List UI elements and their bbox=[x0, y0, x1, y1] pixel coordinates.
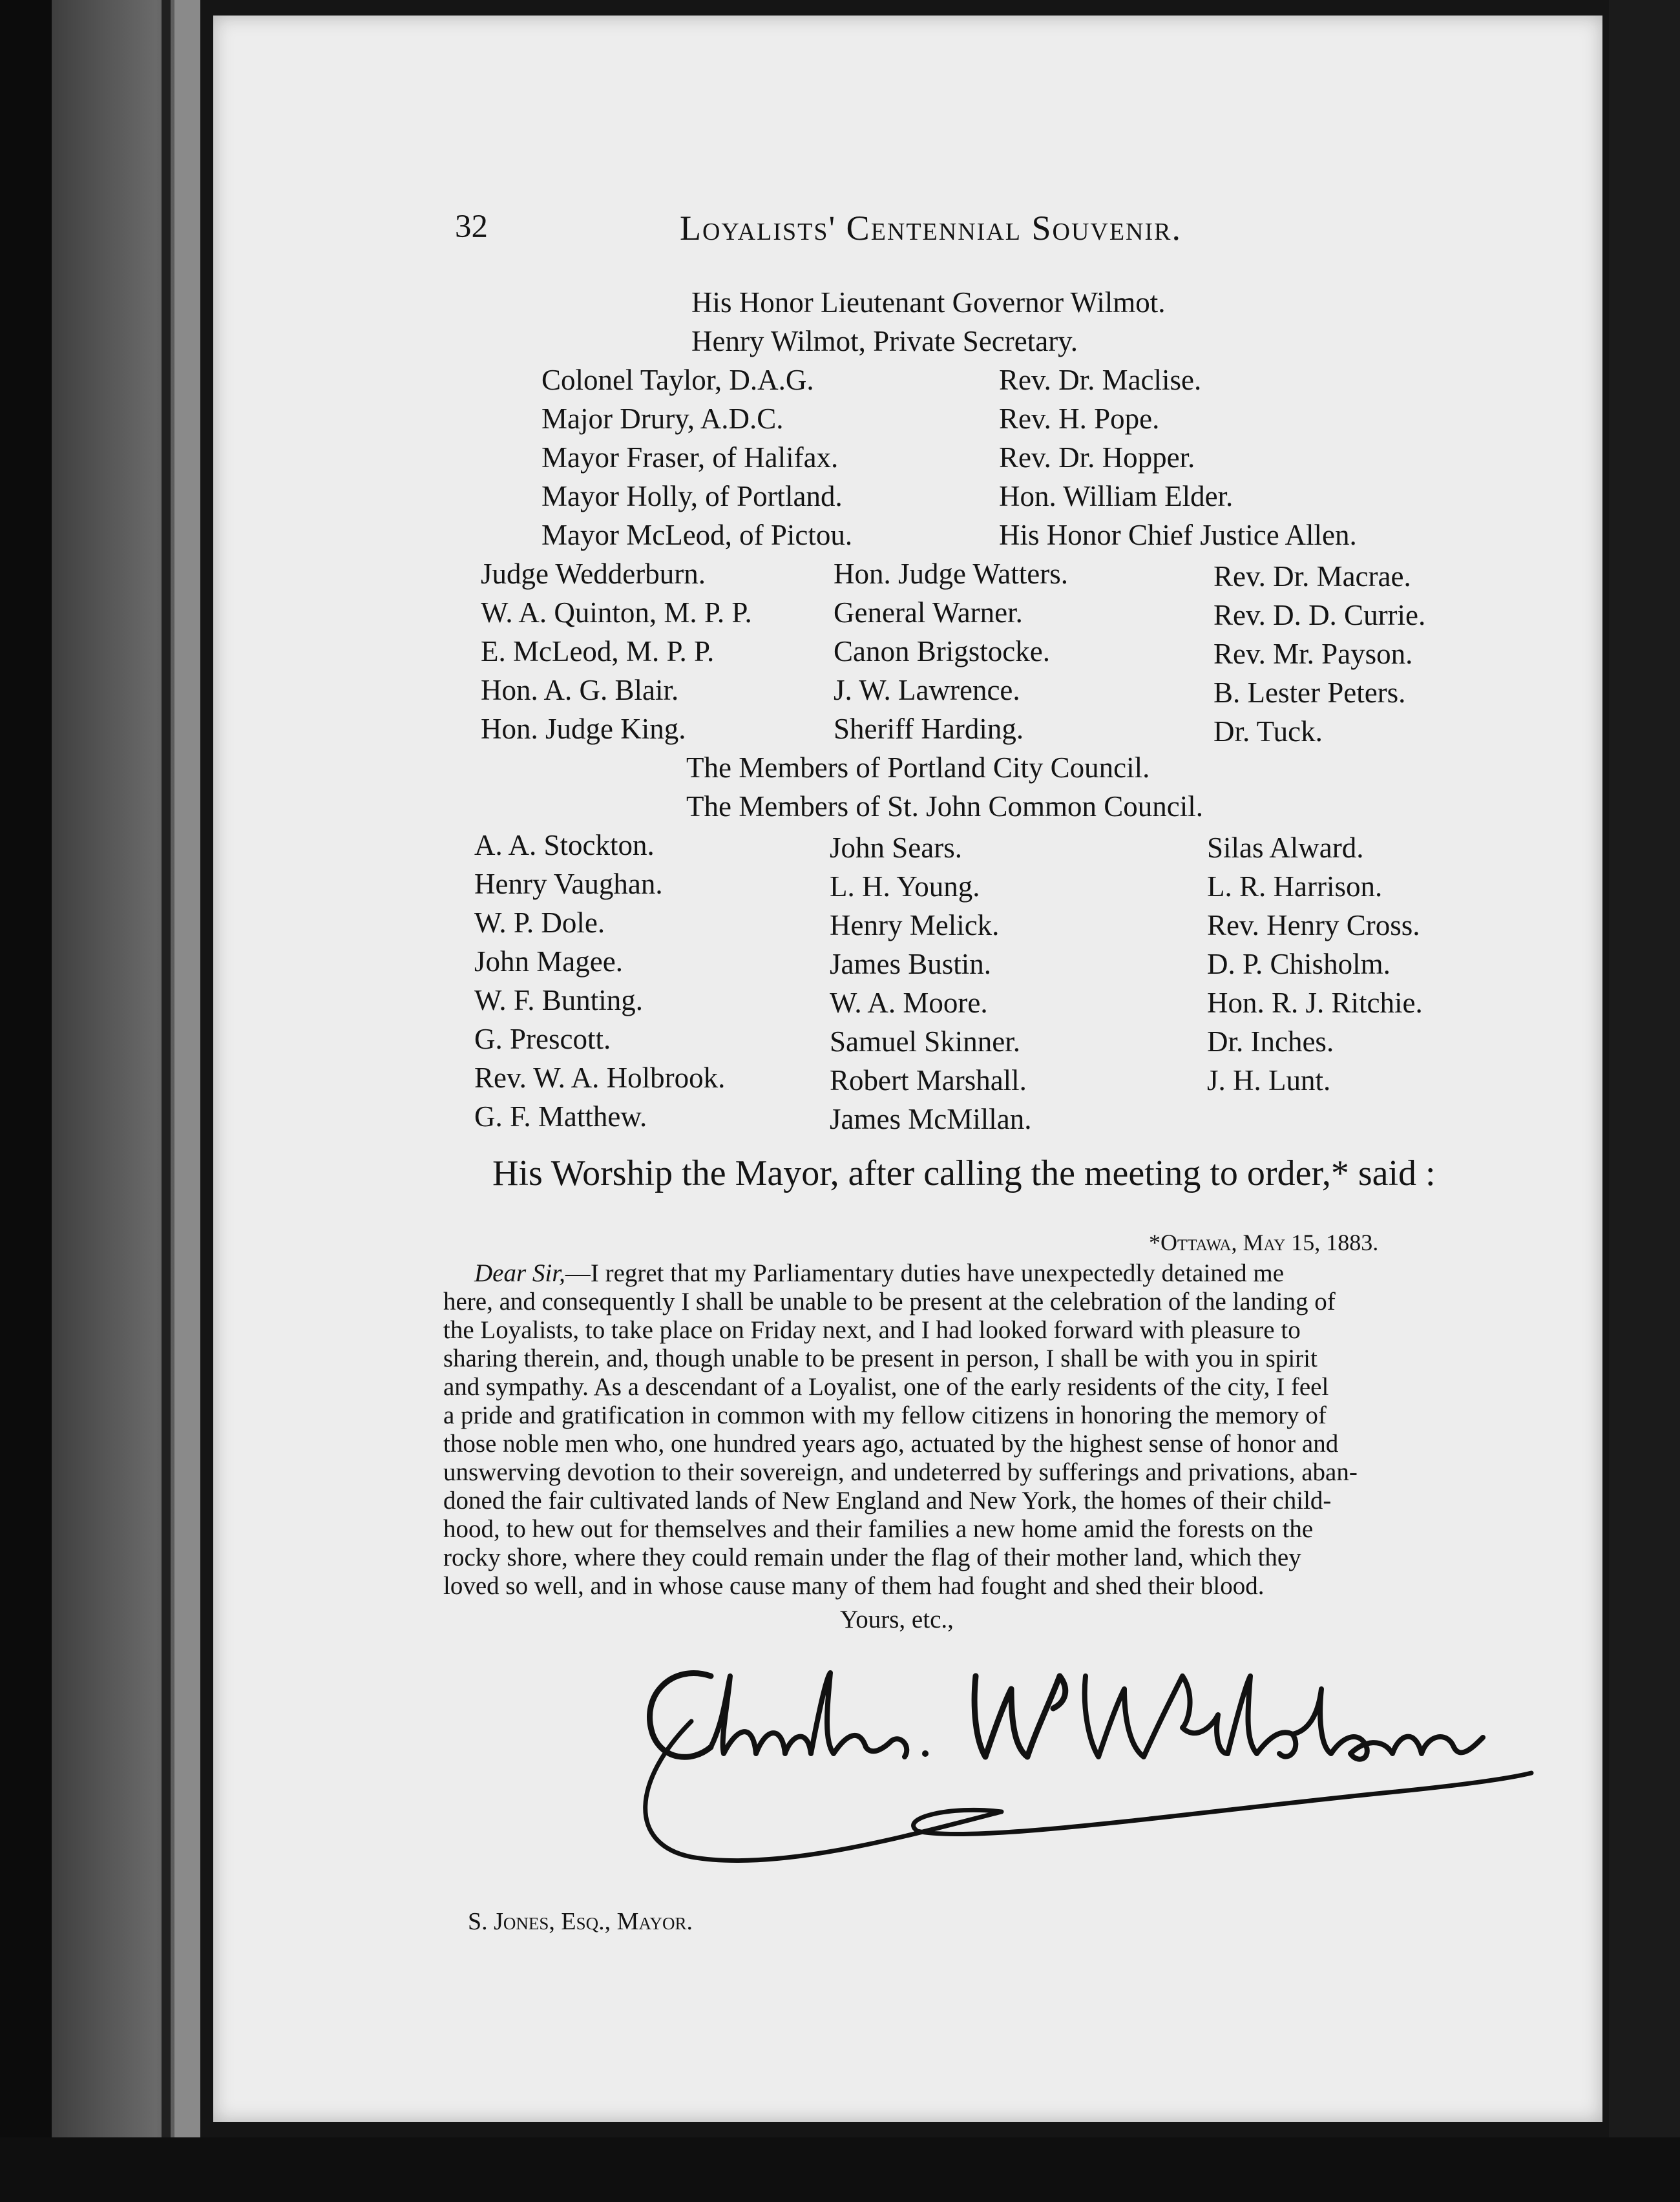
attendee-name: W. A. Moore. bbox=[830, 987, 988, 1019]
letter-line: a pride and gratification in common with my fellow citizens in honoring the memory of bbox=[443, 1401, 1327, 1429]
letter-dateline: *Ottawa, May 15, 1883. bbox=[1149, 1230, 1379, 1255]
letter-line: rocky shore, where they could remain under the flag of their mother land, which they bbox=[443, 1544, 1301, 1571]
council-members: The Members of Portland City Council. bbox=[686, 751, 1150, 784]
council-members: The Members of St. John Common Council. bbox=[686, 790, 1203, 823]
book-binding-shadow bbox=[162, 0, 171, 2202]
letter-addressee: S. Jones, Esq., Mayor. bbox=[468, 1908, 693, 1935]
attendee-name: Dr. Tuck. bbox=[1213, 715, 1323, 748]
attendee-name: Judge Wedderburn. bbox=[481, 558, 706, 590]
letter-line: doned the fair cultivated lands of New England and New York, the homes of their child- bbox=[443, 1487, 1332, 1515]
attendee-name: D. P. Chisholm. bbox=[1207, 948, 1391, 980]
attendee-name: Rev. D. D. Currie. bbox=[1213, 599, 1426, 631]
attendee-name: W. F. Bunting. bbox=[474, 984, 644, 1016]
attendee-name: Henry Vaughan. bbox=[474, 868, 663, 900]
attendee-name: John Sears. bbox=[830, 832, 962, 864]
attendee-name: His Honor Chief Justice Allen. bbox=[999, 519, 1357, 551]
letter-line: —I regret that my Parliamentary duties have unexpectedly detained me bbox=[565, 1259, 1285, 1287]
attendee-name: Mayor Holly, of Portland. bbox=[541, 480, 843, 512]
attendee-name: Sheriff Harding. bbox=[834, 713, 1024, 745]
attendee-name: J. H. Lunt. bbox=[1207, 1064, 1331, 1096]
letter-line: sharing therein, and, though unable to be present in person, I shall be with you in spirit bbox=[443, 1345, 1318, 1372]
letter-line: here, and consequently I shall be unable to be present at the celebration of the landing of bbox=[443, 1288, 1336, 1316]
attendee-name: W. A. Quinton, M. P. P. bbox=[481, 596, 752, 629]
book-page-edge-light bbox=[174, 0, 200, 2202]
signature-flourish-icon bbox=[614, 1650, 1680, 1883]
attendee-name: John Magee. bbox=[474, 945, 623, 978]
attendee-name: General Warner. bbox=[834, 596, 1023, 629]
attendee-name: Rev. Mr. Payson. bbox=[1213, 638, 1413, 670]
attendee-name: Rev. H. Pope. bbox=[999, 403, 1160, 435]
scan-bottom-margin bbox=[0, 2137, 1680, 2202]
book-page bbox=[213, 16, 1602, 2122]
mayor-statement: His Worship the Mayor, after calling the meeting to order,* said : bbox=[492, 1153, 1436, 1193]
letter-line: unswerving devotion to their sovereign, and undeterred by sufferings and privations, aban- bbox=[443, 1458, 1358, 1486]
attendee-name: Rev. Dr. Macrae. bbox=[1213, 560, 1411, 592]
attendee-name: Hon. Judge Watters. bbox=[834, 558, 1068, 590]
attendee-name: J. W. Lawrence. bbox=[834, 674, 1020, 706]
attendee-name: Hon. Judge King. bbox=[481, 713, 686, 745]
attendee-lead: Henry Wilmot, Private Secretary. bbox=[691, 325, 1078, 357]
attendee-name: G. Prescott. bbox=[474, 1023, 611, 1055]
attendee-name: E. McLeod, M. P. P. bbox=[481, 635, 715, 667]
running-title: Loyalists' Centennial Souvenir. bbox=[680, 209, 1182, 247]
attendee-name: Dr. Inches. bbox=[1207, 1025, 1334, 1058]
attendee-lead: His Honor Lieutenant Governor Wilmot. bbox=[691, 286, 1166, 319]
attendee-name: L. H. Young. bbox=[830, 870, 980, 903]
letter-closing: Yours, etc., bbox=[840, 1606, 954, 1633]
attendee-name: Hon. R. J. Ritchie. bbox=[1207, 987, 1423, 1019]
attendee-name: James Bustin. bbox=[830, 948, 992, 980]
attendee-name: Rev. Henry Cross. bbox=[1207, 909, 1420, 941]
attendee-name: Rev. Dr. Maclise. bbox=[999, 364, 1202, 396]
attendee-name: L. R. Harrison. bbox=[1207, 870, 1383, 903]
attendee-name: Samuel Skinner. bbox=[830, 1025, 1020, 1058]
letter-line: and sympathy. As a descendant of a Loyalist, one of the early residents of the city, I feel bbox=[443, 1373, 1329, 1401]
scan-dark-margin bbox=[0, 0, 52, 2202]
attendee-name: W. P. Dole. bbox=[474, 907, 605, 939]
attendee-name: B. Lester Peters. bbox=[1213, 676, 1406, 709]
attendee-name: Mayor McLeod, of Pictou. bbox=[541, 519, 853, 551]
attendee-name: Hon. William Elder. bbox=[999, 480, 1234, 512]
letter-line: those noble men who, one hundred years ago, actuated by the highest sense of honor and bbox=[443, 1430, 1339, 1458]
letter-salutation: Dear Sir, bbox=[474, 1259, 565, 1287]
page-number: 32 bbox=[455, 209, 488, 245]
attendee-name: Hon. A. G. Blair. bbox=[481, 674, 679, 706]
attendee-name: Rev. Dr. Hopper. bbox=[999, 441, 1195, 474]
attendee-name: Major Drury, A.D.C. bbox=[541, 403, 784, 435]
attendee-name: Henry Melick. bbox=[830, 909, 1000, 941]
attendee-name: Robert Marshall. bbox=[830, 1064, 1027, 1096]
attendee-name: James McMillan. bbox=[830, 1103, 1032, 1135]
signature bbox=[614, 1650, 1680, 1883]
attendee-name: Mayor Fraser, of Halifax. bbox=[541, 441, 839, 474]
attendee-name: Silas Alward. bbox=[1207, 832, 1364, 864]
attendee-name: Canon Brigstocke. bbox=[834, 635, 1050, 667]
letter-line: hood, to hew out for themselves and their families a new home amid the forests on the bbox=[443, 1515, 1314, 1543]
attendee-name: Rev. W. A. Holbrook. bbox=[474, 1062, 726, 1094]
letter-line: the Loyalists, to take place on Friday next, and I had looked forward with pleasure to bbox=[443, 1316, 1301, 1344]
letter-line: loved so well, and in whose cause many of them had fought and shed their blood. bbox=[443, 1572, 1265, 1600]
attendee-name: A. A. Stockton. bbox=[474, 829, 655, 861]
attendee-name: Colonel Taylor, D.A.G. bbox=[541, 364, 814, 396]
attendee-name: G. F. Matthew. bbox=[474, 1100, 647, 1133]
letter-line-first bbox=[443, 1259, 1484, 1288]
